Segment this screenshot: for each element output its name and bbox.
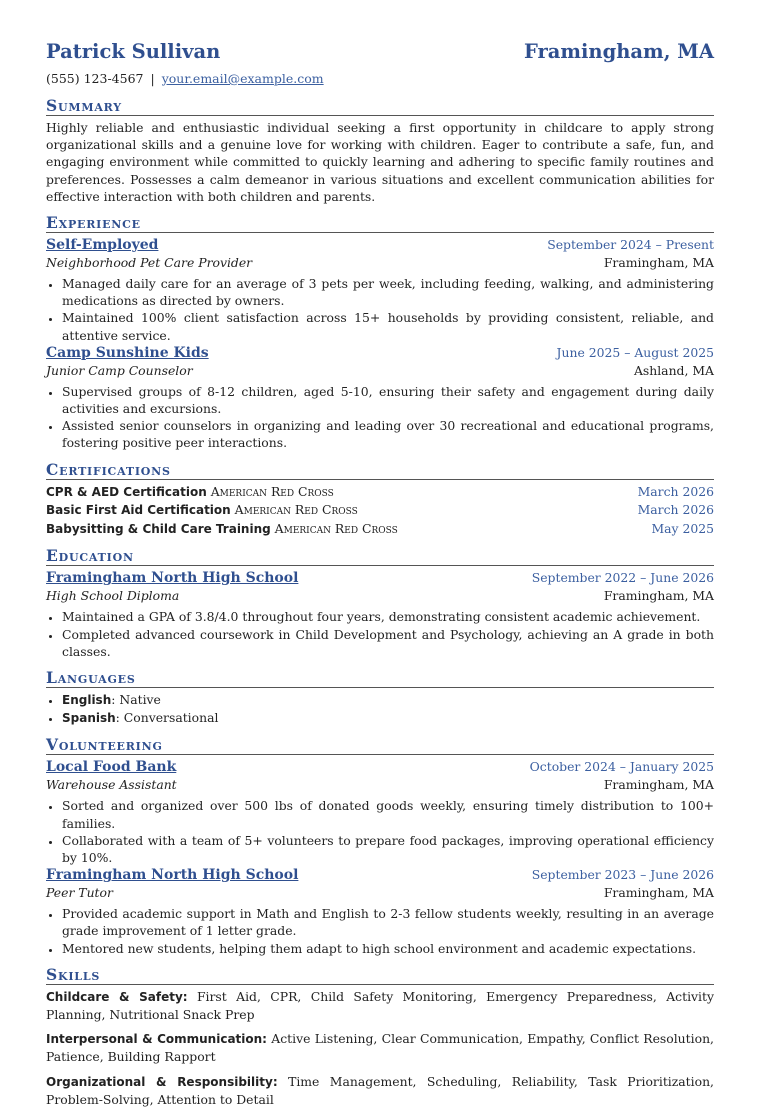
contact-line: [46, 70, 714, 88]
experience-role: Junior Camp Counselor: [46, 362, 193, 378]
contact-separator: |: [150, 71, 155, 86]
language-name: Spanish: [62, 711, 116, 726]
bullet-item: • Assisted senior counselors in organizing and leading over 30 recreational and educational programs, fostering positive peer interactions.: [62, 417, 714, 451]
certification-name: CPR & AED Certification: [46, 484, 207, 499]
experience-role: Neighborhood Pet Care Provider: [46, 255, 253, 271]
bullet-item: • Managed daily care for an average of 3 pets per week, including feeding, walking, and administering medications as directed by owners.: [62, 275, 714, 309]
skill-group: [46, 1073, 714, 1108]
language-level: : Conversational: [115, 710, 219, 726]
volunteering-org-link[interactable]: Local Food Bank: [46, 759, 177, 776]
volunteering-entry: [46, 866, 714, 957]
volunteering-role: Warehouse Assistant: [46, 777, 177, 793]
experience-location: Framingham, MA: [603, 255, 714, 271]
certification-date: May 2025: [651, 520, 714, 536]
section-title-summary: Summary: [46, 97, 714, 116]
language-item: [62, 709, 714, 727]
volunteering-location: Framingham, MA: [603, 885, 714, 901]
skill-group-text: Active Listening, Clear Communication, Empathy, Conflict Resolution, Patience, Building Rapport: [46, 1031, 714, 1065]
bullet-item: • Sorted and organized over 500 lbs of donated goods weekly, ensuring timely distribution to 100+ families.: [62, 797, 714, 831]
education-date: September 2022 – June 2026: [531, 570, 714, 586]
language-name: English: [62, 693, 112, 708]
section-title-certifications: Certifications: [46, 461, 714, 480]
candidate-location: Framingham, MA: [523, 40, 714, 63]
experience-entry: [46, 236, 714, 344]
experience-date: September 2024 – Present: [547, 237, 714, 253]
section-title-volunteering: Volunteering: [46, 736, 714, 755]
section-title-languages: Languages: [46, 669, 714, 688]
volunteering-location: Framingham, MA: [603, 777, 714, 793]
education-location: Framingham, MA: [603, 588, 714, 604]
bullet-item: • Collaborated with a team of 5+ volunteers to prepare food packages, improving operational efficiency by 10%.: [62, 832, 714, 866]
language-level: : Native: [111, 692, 161, 708]
section-title-experience: Experience: [46, 214, 714, 233]
language-item: [62, 691, 714, 709]
volunteering-role: Peer Tutor: [46, 885, 113, 901]
languages-list: [46, 691, 714, 727]
section-title-education: Education: [46, 547, 714, 566]
certification-name: Basic First Aid Certification: [46, 503, 231, 518]
email-link[interactable]: your.email@example.com: [161, 71, 324, 86]
education-school-link[interactable]: Framingham North High School: [46, 570, 299, 587]
education-bullets: [46, 608, 714, 660]
bullet-item: • Provided academic support in Math and English to 2-3 fellow students weekly, resulting in an average grade improvement of 1 letter grade.: [62, 905, 714, 939]
experience-location: Ashland, MA: [633, 362, 714, 378]
bullet-item: • Mentored new students, helping them adapt to high school environment and academic expectations.: [62, 940, 714, 957]
skill-group: [46, 1030, 714, 1065]
skill-group-label: Childcare & Safety:: [46, 989, 188, 1004]
certification-issuer: American Red Cross: [234, 502, 358, 518]
certification-name: Babysitting & Child Care Training: [46, 521, 271, 536]
section-title-skills: Skills: [46, 966, 714, 985]
phone-number: (555) 123-4567: [46, 71, 144, 86]
candidate-name: Patrick Sullivan: [46, 40, 221, 63]
skill-group-text: First Aid, CPR, Child Safety Monitoring, Emergency Preparedness, Activity Planning, Nutritional Snack Prep: [46, 988, 714, 1023]
volunteering-org-link[interactable]: Framingham North High School: [46, 867, 299, 884]
volunteering-date: September 2023 – June 2026: [531, 867, 714, 883]
certification-issuer: American Red Cross: [274, 520, 398, 536]
volunteering-date: October 2024 – January 2025: [529, 759, 714, 775]
skill-group-label: Interpersonal & Communication:: [46, 1032, 267, 1047]
summary-text: Highly reliable and enthusiastic individual seeking a first opportunity in childcare to apply strong organizational skills and a genuine love for working with children. Eager to contribute a safe, fun, and engaging environment while committed to quickly learning and adhering to specific family routines and preferences. Possesses a calm demeanor in various situations and excellent communication abilities for effective interaction with both children and parents.: [46, 120, 714, 204]
skill-group-text: Time Management, Scheduling, Reliability, Task Prioritization, Problem-Solving, Attention to Detail: [46, 1073, 714, 1107]
certification-date: March 2026: [637, 483, 714, 499]
experience-org-link[interactable]: Camp Sunshine Kids: [46, 344, 209, 361]
experience-bullets: [46, 383, 714, 452]
certification-date: March 2026: [637, 502, 714, 518]
experience-entry: [46, 344, 714, 452]
certification-row: [46, 520, 714, 539]
bullet-item: • Supervised groups of 8-12 children, aged 5-10, ensuring their safety and engagement during daily activities and excursions.: [62, 383, 714, 417]
education-degree: High School Diploma: [46, 588, 180, 604]
bullet-item: • Completed advanced coursework in Child Development and Psychology, achieving an A grade in both classes.: [62, 626, 714, 660]
certification-row: [46, 483, 714, 502]
certification-row: [46, 501, 714, 520]
skill-group-label: Organizational & Responsibility:: [46, 1074, 278, 1089]
skill-group: [46, 988, 714, 1023]
bullet-item: • Maintained a GPA of 3.8/4.0 throughout four years, demonstrating consistent academic achievement.: [62, 608, 714, 625]
experience-org-link[interactable]: Self-Employed: [46, 237, 159, 254]
bullet-item: • Maintained 100% client satisfaction across 15+ households by providing consistent, reliable, and attentive service.: [62, 309, 714, 343]
experience-date: June 2025 – August 2025: [556, 344, 714, 360]
education-entry: [46, 569, 714, 660]
experience-bullets: [46, 275, 714, 344]
certification-issuer: American Red Cross: [210, 483, 334, 499]
volunteering-bullets: [46, 905, 714, 957]
resume-header: [46, 40, 714, 68]
volunteering-bullets: [46, 797, 714, 866]
volunteering-entry: [46, 758, 714, 866]
